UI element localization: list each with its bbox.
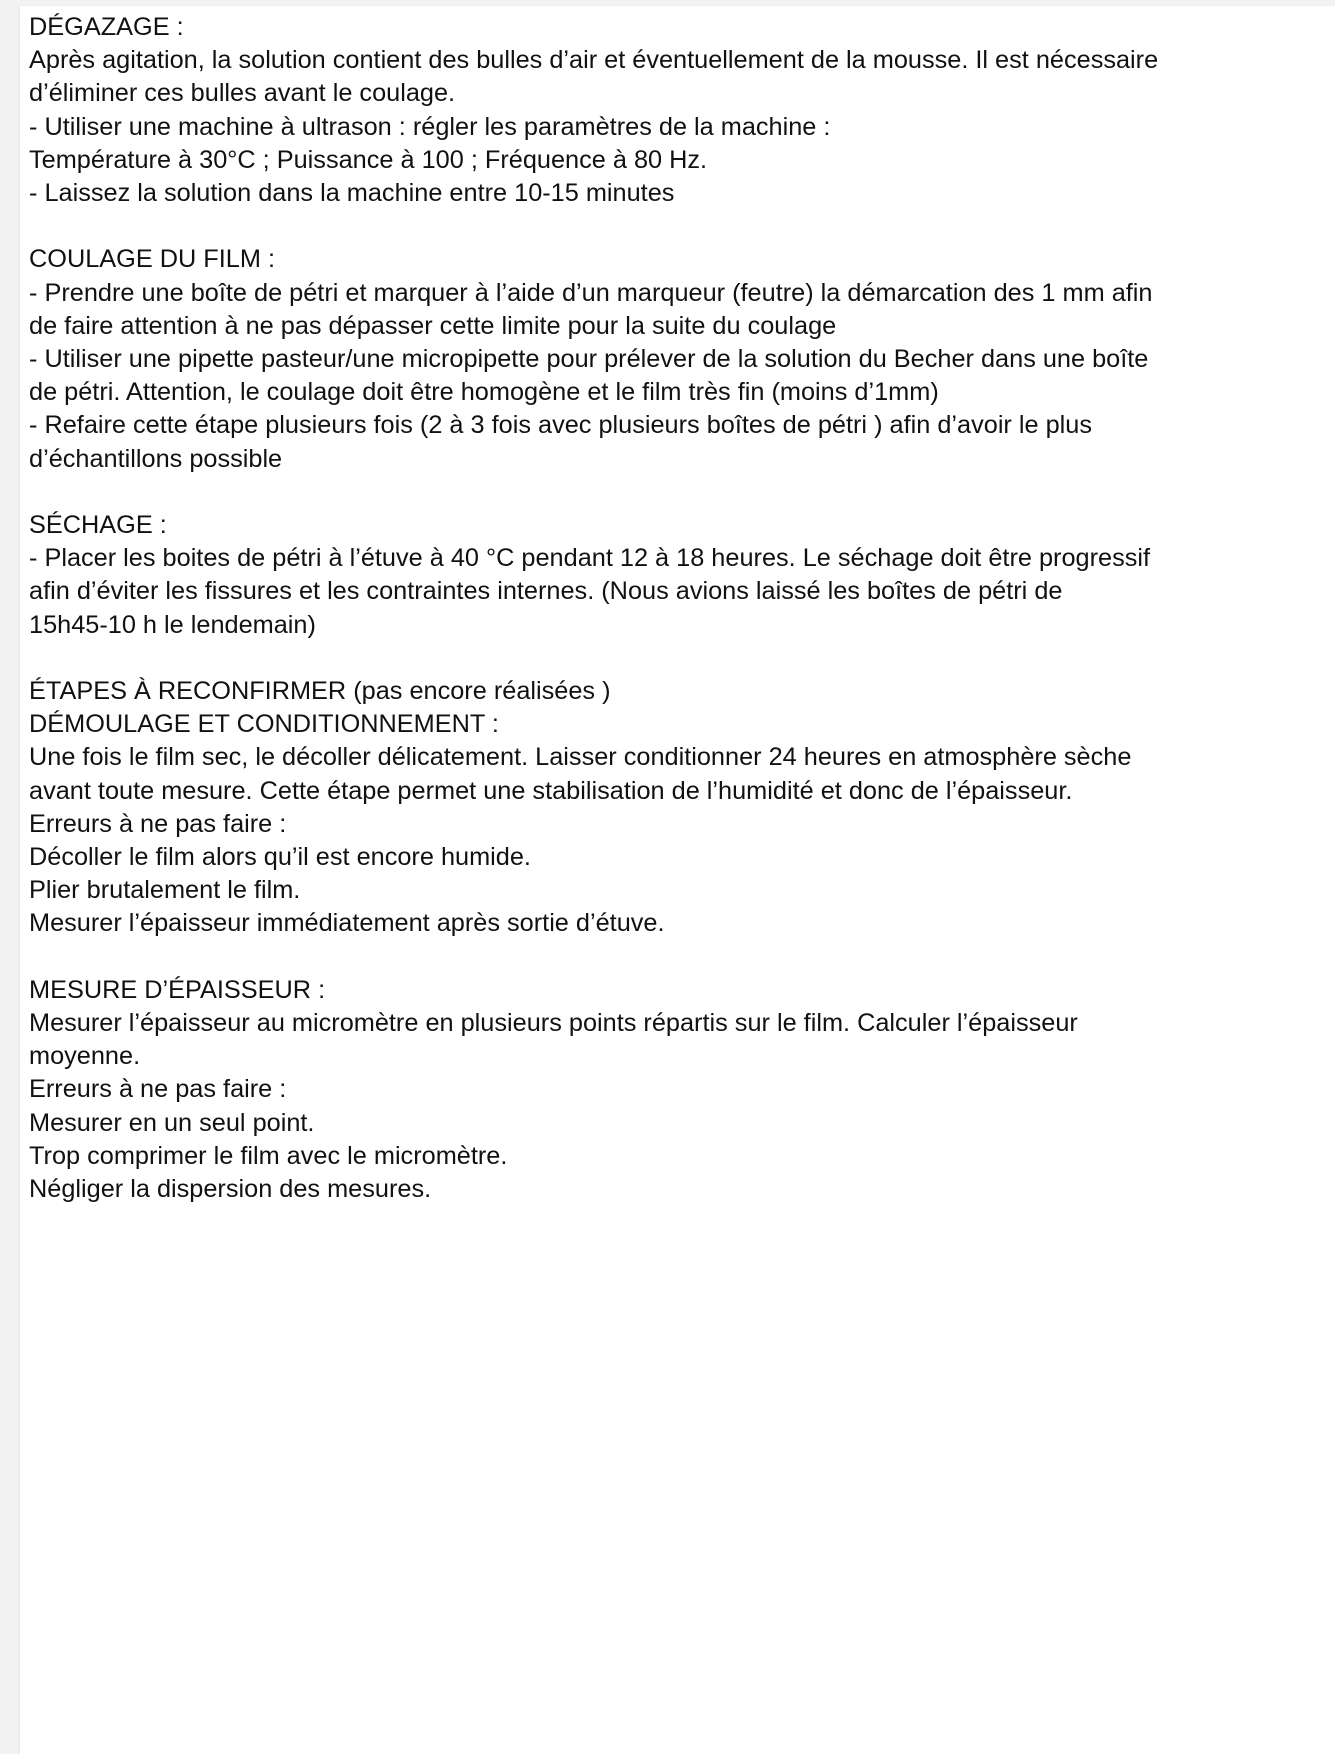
paragraph-gap — [29, 941, 1329, 974]
text-line: - Placer les boites de pétri à l’étuve à 40 °C pendant 12 à 18 heures. Le séchage doit être progressif — [29, 544, 1151, 573]
text-line: de pétri. Attention, le coulage doit être homogène et le film très fin (moins d’1mm) — [29, 378, 939, 407]
paragraph-gap — [29, 476, 1329, 509]
text-line: afin d’éviter les fissures et les contraintes internes. (Nous avions laissé les boîtes de pétri de — [29, 577, 1063, 606]
text-line: Négliger la dispersion des mesures. — [29, 1175, 432, 1204]
text-line: Après agitation, la solution contient des bulles d’air et éventuellement de la mousse. Il est nécessaire — [29, 46, 1159, 75]
text-line: - Refaire cette étape plusieurs fois (2 à 3 fois avec plusieurs boîtes de pétri ) afin d’avoir le plus — [29, 411, 1093, 440]
subsection-heading: DÉMOULAGE ET CONDITIONNEMENT : — [29, 710, 499, 739]
text-line: de faire attention à ne pas dépasser cette limite pour la suite du coulage — [29, 311, 837, 340]
text-line: - Utiliser une machine à ultrason : régler les paramètres de la machine : — [29, 112, 831, 141]
section-heading: COULAGE DU FILM : — [29, 245, 275, 274]
text-line: Température à 30°C ; Puissance à 100 ; Fréquence à 80 Hz. — [29, 145, 708, 174]
section-mesure-epaisseur — [29, 974, 1329, 1206]
text-line: Trop comprimer le film avec le micromètre. — [29, 1141, 508, 1170]
section-heading: MESURE D’ÉPAISSEUR : — [29, 975, 326, 1004]
text-line: d’échantillons possible — [29, 444, 283, 473]
paragraph-gap — [29, 210, 1329, 243]
section-degazage — [29, 11, 1329, 210]
text-line: Mesurer en un seul point. — [29, 1108, 315, 1137]
section-sechage — [29, 509, 1329, 642]
text-line: Mesurer l’épaisseur au micromètre en plusieurs points répartis sur le film. Calculer l’épaisseur — [29, 1009, 1078, 1038]
text-line: d’éliminer ces bulles avant le coulage. — [29, 79, 456, 108]
document-page — [20, 6, 1335, 1754]
text-line: 15h45-10 h le lendemain) — [29, 610, 316, 639]
text-line: Erreurs à ne pas faire : — [29, 809, 287, 838]
text-line: Décoller le film alors qu’il est encore humide. — [29, 843, 531, 872]
section-coulage — [29, 243, 1329, 475]
paragraph-gap — [29, 642, 1329, 675]
section-etapes-a-reconfirmer — [29, 675, 1329, 941]
document-body — [29, 11, 1329, 1206]
text-line: Une fois le film sec, le décoller délicatement. Laisser conditionner 24 heures en atmosphère sèche — [29, 743, 1132, 772]
text-line: avant toute mesure. Cette étape permet une stabilisation de l’humidité et donc de l’épaisseur. — [29, 776, 1073, 805]
section-heading: DÉGAZAGE : — [29, 13, 184, 41]
text-line: Erreurs à ne pas faire : — [29, 1075, 287, 1104]
text-line: - Prendre une boîte de pétri et marquer à l’aide d’un marqueur (feutre) la démarcation des 1 mm afin — [29, 278, 1153, 307]
text-line: - Utiliser une pipette pasteur/une micropipette pour prélever de la solution du Becher dans une boîte — [29, 345, 1149, 374]
text-line: Plier brutalement le film. — [29, 876, 301, 905]
section-heading: SÉCHAGE : — [29, 511, 167, 540]
text-line: Mesurer l’épaisseur immédiatement après sortie d’étuve. — [29, 909, 665, 938]
section-heading: ÉTAPES À RECONFIRMER (pas encore réalisées ) — [29, 677, 611, 706]
text-line: moyenne. — [29, 1042, 141, 1071]
text-line: - Laissez la solution dans la machine entre 10-15 minutes — [29, 179, 675, 208]
